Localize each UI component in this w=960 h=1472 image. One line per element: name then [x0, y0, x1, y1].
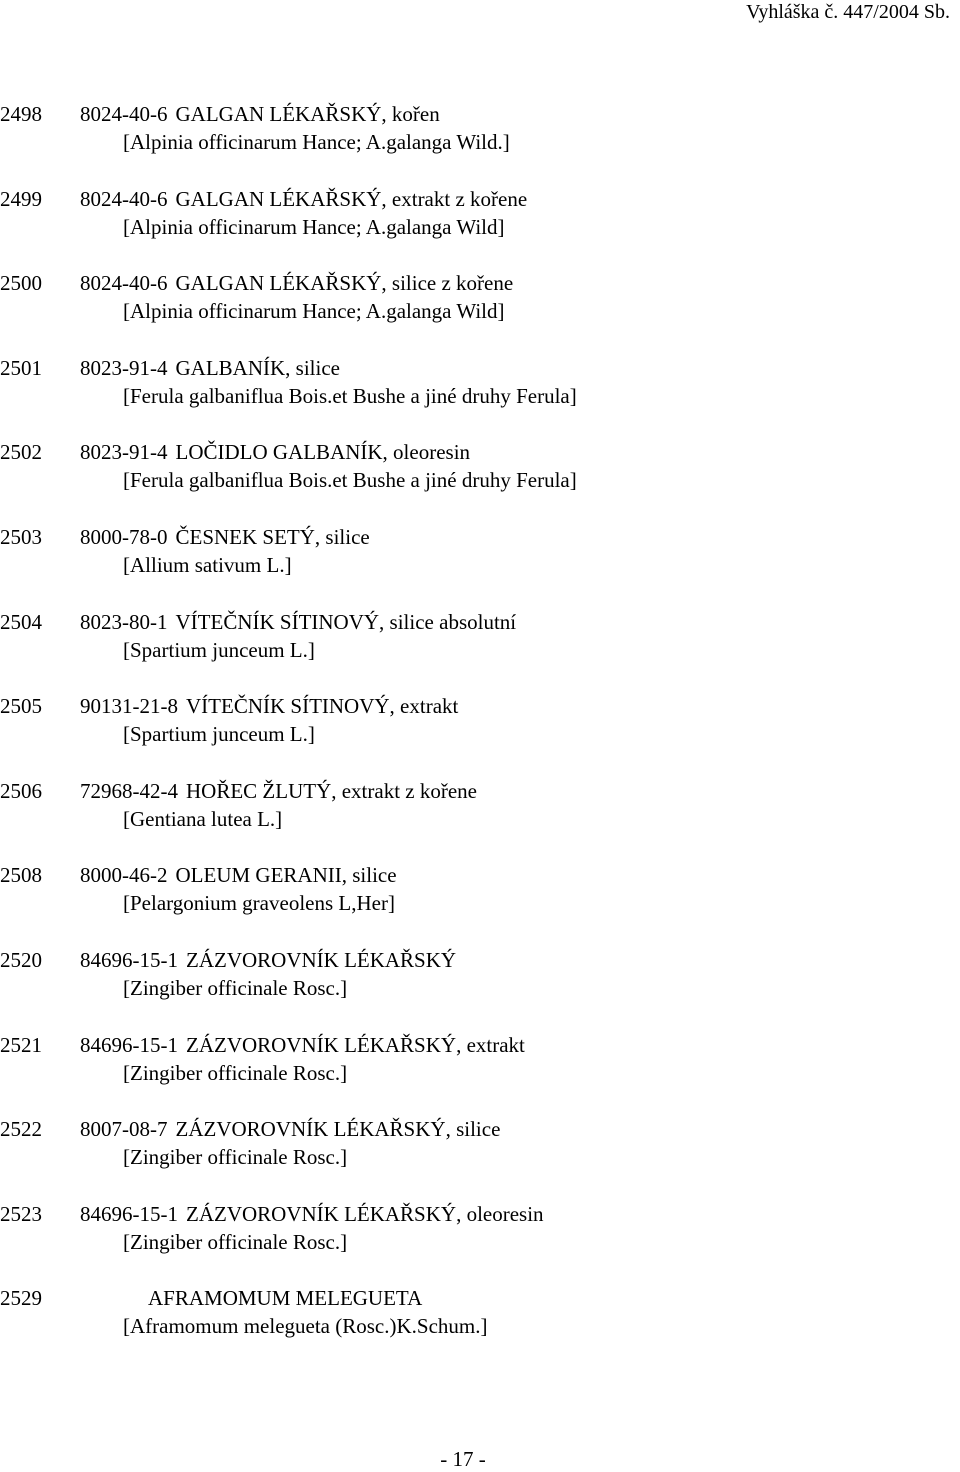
entry-name: GALBANÍK, silice: [175, 355, 340, 380]
entry-line: [80, 100, 440, 128]
latin-name: [Zingiber officinale Rosc.]: [123, 1060, 348, 1085]
entry-name: AFRAMOMUM MELEGUETA: [148, 1286, 423, 1311]
entry-number: 2506: [0, 778, 42, 803]
entry-line: [80, 861, 397, 889]
entry-number: 2521: [0, 1032, 42, 1057]
list-item: [0, 523, 960, 608]
list-item: [0, 354, 960, 439]
entry-line: [80, 1031, 525, 1059]
list-item: [0, 438, 960, 523]
latin-name: [Aframomum melegueta (Rosc.)K.Schum.]: [123, 1314, 488, 1339]
latin-name: [Gentiana lutea L.]: [123, 806, 283, 831]
entry-number: 2505: [0, 694, 42, 719]
entry-name: VÍTEČNÍK SÍTINOVÝ, extrakt: [186, 694, 459, 719]
entry-name: ZÁZVOROVNÍK LÉKAŘSKÝ, oleoresin: [186, 1201, 544, 1226]
entry-number: 2500: [0, 271, 42, 296]
entry-number: 2503: [0, 524, 42, 549]
list-item: [0, 269, 960, 354]
latin-name: [Ferula galbaniflua Bois.et Bushe a jiné druhy Ferula]: [123, 468, 577, 493]
entry-number: 2523: [0, 1201, 42, 1226]
entry-line: [80, 269, 513, 297]
latin-name: [Allium sativum L.]: [123, 552, 292, 577]
cas-number: 8007-08-7: [80, 1117, 168, 1142]
entry-line: [80, 1115, 500, 1143]
entry-number: 2520: [0, 947, 42, 972]
list-item: [0, 608, 960, 693]
entry-line: [80, 354, 340, 382]
cas-number: 84696-15-1: [80, 947, 178, 972]
cas-number: 8024-40-6: [80, 186, 168, 211]
document-header: Vyhláška č. 447/2004 Sb.: [746, 1, 950, 23]
list-item: [0, 100, 960, 185]
entry-name: LOČIDLO GALBANÍK, oleoresin: [175, 440, 471, 465]
entry-name: ZÁZVOROVNÍK LÉKAŘSKÝ, silice: [175, 1117, 501, 1142]
cas-number: 84696-15-1: [80, 1201, 178, 1226]
entry-line: [80, 777, 477, 805]
entry-name: GALGAN LÉKAŘSKÝ, silice z kořene: [175, 271, 514, 296]
latin-name: [Alpinia officinarum Hance; A.galanga Wild.]: [123, 130, 510, 154]
cas-number: 8023-80-1: [80, 609, 168, 634]
cas-number: 8000-46-2: [80, 863, 168, 888]
entry-number: 2502: [0, 440, 42, 465]
latin-name: [Zingiber officinale Rosc.]: [123, 1229, 348, 1254]
latin-name: [Zingiber officinale Rosc.]: [123, 975, 348, 1000]
cas-number: 8023-91-4: [80, 355, 168, 380]
entry-line: [80, 692, 458, 720]
entry-name: GALGAN LÉKAŘSKÝ, kořen: [175, 102, 440, 126]
entry-name: VÍTEČNÍK SÍTINOVÝ, silice absolutní: [175, 609, 517, 634]
entry-name: ZÁZVOROVNÍK LÉKAŘSKÝ: [186, 947, 457, 972]
entry-line: [80, 438, 470, 466]
entry-line: [80, 185, 527, 213]
latin-name: [Pelargonium graveolens L,Her]: [123, 891, 395, 916]
list-item: [0, 692, 960, 777]
cas-number: 8000-78-0: [80, 524, 168, 549]
entry-line: [80, 523, 370, 551]
entry-number: 2529: [0, 1286, 42, 1311]
entry-line: [80, 1284, 422, 1312]
entry-line: [80, 608, 516, 636]
entry-name: ZÁZVOROVNÍK LÉKAŘSKÝ, extrakt: [186, 1032, 525, 1057]
latin-name: [Spartium junceum L.]: [123, 637, 315, 662]
cas-number: 8024-40-6: [80, 271, 168, 296]
latin-name: [Alpinia officinarum Hance; A.galanga Wild]: [123, 214, 505, 239]
list-item: [0, 946, 960, 1031]
entry-line: [80, 1200, 544, 1228]
entry-number: 2504: [0, 609, 42, 634]
list-item: [0, 185, 960, 270]
entry-list: [0, 100, 960, 1369]
entry-line: [80, 946, 456, 974]
entry-number: 2499: [0, 186, 42, 211]
entry-number: 2498: [0, 102, 42, 126]
latin-name: [Spartium junceum L.]: [123, 722, 315, 747]
entry-name: HOŘEC ŽLUTÝ, extrakt z kořene: [186, 778, 477, 803]
cas-number: 8024-40-6: [80, 102, 168, 126]
list-item: [0, 1200, 960, 1285]
entry-number: 2522: [0, 1117, 42, 1142]
cas-number: 8023-91-4: [80, 440, 168, 465]
entry-number: 2501: [0, 355, 42, 380]
list-item: [0, 1031, 960, 1116]
entry-name: GALGAN LÉKAŘSKÝ, extrakt z kořene: [175, 186, 528, 211]
entry-name: OLEUM GERANII, silice: [175, 863, 397, 888]
page-number: - 17 -: [440, 1447, 486, 1471]
list-item: [0, 1115, 960, 1200]
cas-number: 84696-15-1: [80, 1032, 178, 1057]
cas-number: 72968-42-4: [80, 778, 178, 803]
latin-name: [Ferula galbaniflua Bois.et Bushe a jiné druhy Ferula]: [123, 383, 577, 408]
list-item: [0, 777, 960, 862]
list-item: [0, 1284, 960, 1369]
cas-number: 90131-21-8: [80, 694, 178, 719]
list-item: [0, 861, 960, 946]
latin-name: [Zingiber officinale Rosc.]: [123, 1145, 348, 1170]
entry-name: ČESNEK SETÝ, silice: [175, 524, 370, 549]
latin-name: [Alpinia officinarum Hance; A.galanga Wild]: [123, 299, 505, 324]
entry-number: 2508: [0, 863, 42, 888]
